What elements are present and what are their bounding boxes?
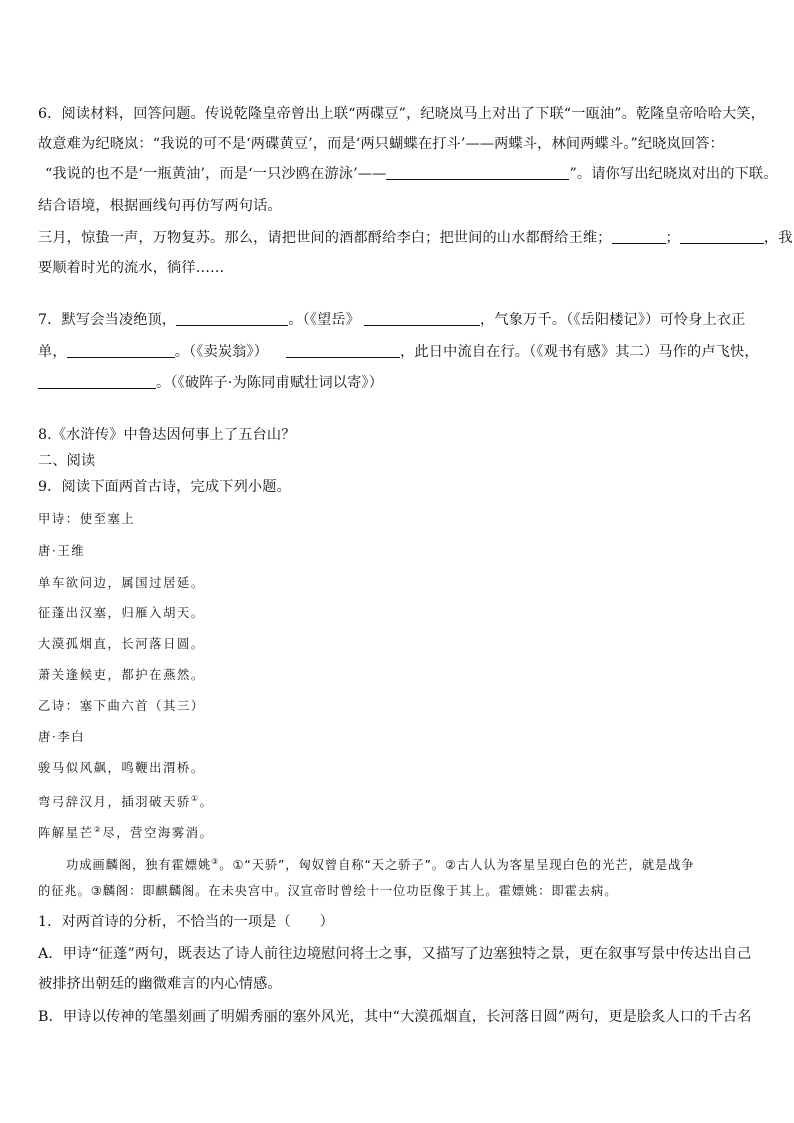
poem2-text: 尽，营空海雾消。 bbox=[102, 826, 214, 841]
q6-line-with-blank bbox=[45, 164, 778, 184]
answer-blank[interactable] bbox=[364, 311, 480, 326]
footnote-mark: ① bbox=[190, 794, 200, 803]
q7-text: 。（《卖炭翁》） bbox=[174, 344, 269, 360]
q6-text: ”。请你写出纪晓岚对出的下联。 bbox=[569, 166, 778, 182]
note-text: 。①“天骄”，匈奴曾自称“天之骄子”。②古人认为客星呈现白色的光芒，就是战争 bbox=[219, 858, 695, 873]
poem1-author: 唐·王维 bbox=[38, 544, 86, 558]
option-a[interactable]: A．甲诗“征蓬”两句，既表达了诗人前往边境慰问将士之事，又描写了边塞独特之景，更在叙事写景中传达出自己 bbox=[38, 946, 752, 962]
q7-text: ，此日中流自在行。（《观书有感》其二）马作的卢飞快， bbox=[400, 344, 759, 360]
answer-blank[interactable] bbox=[38, 374, 156, 389]
q7-text: 。（《破阵子·为陈同甫赋壮词以寄》） bbox=[156, 375, 384, 391]
poem2-line bbox=[38, 820, 758, 843]
poem1-title: 甲诗：使至塞上 bbox=[38, 512, 136, 526]
option-a-cont: 被排挤出朝廷的幽微难言的内心情感。 bbox=[38, 976, 282, 992]
footnote-mark: ③ bbox=[211, 857, 220, 866]
poem2-title: 乙诗：塞下曲六首（其三） bbox=[38, 699, 205, 713]
poem1-line: 征蓬出汉塞，归雁入胡天。 bbox=[38, 606, 205, 620]
poem1-line: 萧关逢候吏，都护在燕然。 bbox=[38, 668, 205, 682]
note-text: 功成画麟阁，独有霍嫖姚 bbox=[66, 858, 212, 873]
poem2-line: 骏马似风飙，鸣鞭出渭桥。 bbox=[38, 761, 205, 775]
q7-line bbox=[38, 373, 758, 393]
poem-note bbox=[66, 852, 758, 875]
q6-text: “我说的也不是‘一瓶黄油’，而是‘一只沙鸥在游泳’—— bbox=[45, 166, 387, 182]
poem2-line: 弯弓辞汉月，插羽破天骄①。 bbox=[38, 794, 214, 810]
q7-line bbox=[38, 310, 758, 330]
q7-text: 单， bbox=[38, 344, 67, 360]
answer-blank[interactable] bbox=[176, 311, 288, 326]
q9-intro: 9．阅读下面两首古诗，完成下列小题。 bbox=[38, 479, 291, 495]
answer-blank[interactable] bbox=[286, 343, 400, 358]
q6-line: 要顺着时光的流水，徜徉…… bbox=[38, 260, 225, 276]
q6-text: 三月，惊蛰一声，万物复苏。那么，请把世间的酒都酹给李白；把世间的山水都酹给王维； bbox=[38, 230, 612, 246]
poem1-line: 单车欲问边，属国过居延。 bbox=[38, 576, 205, 590]
answer-blank[interactable] bbox=[386, 165, 569, 180]
footnote-mark: ② bbox=[93, 825, 103, 834]
poem1-line: 大漠孤烟直，长河落日圆。 bbox=[38, 637, 205, 651]
sub1-stem: 1．对两首诗的分析，不恰当的一项是（ ） bbox=[38, 914, 334, 930]
poem2-author: 唐·李白 bbox=[38, 730, 86, 744]
poem2-text: 阵解星芒 bbox=[38, 826, 94, 841]
option-b[interactable]: B．甲诗以传神的笔墨刻画了明媚秀丽的塞外风光，其中“大漠孤烟直，长河落日圆”两句，更是脍炙人口的千古名 bbox=[38, 1009, 752, 1025]
q6-line: 6．阅读材料，回答问题。传说乾隆皇帝曾出上联“两碟豆”，纪晓岚马上对出了下联“一瓯油”。乾隆皇帝哈哈大笑， bbox=[38, 106, 765, 122]
poem-note: 的征兆。③麟阁：即麒麟阁。在未央宫中。汉宣帝时曾绘十一位功臣像于其上。霍嫖姚：即霍去病。 bbox=[38, 884, 618, 898]
q7-line bbox=[38, 342, 758, 362]
q7-text: ，气象万千。（《岳阳楼记》）可怜身上衣正 bbox=[480, 312, 746, 328]
q8: 8.《水浒传》中鲁达因何事上了五台山？ bbox=[38, 427, 296, 443]
answer-blank[interactable] bbox=[680, 229, 764, 244]
answer-blank[interactable] bbox=[67, 343, 175, 358]
q6-line: 结合语境，根据画线句再仿写两句话。 bbox=[38, 198, 282, 214]
q6-line: 故意难为纪晓岚：“我说的可不是‘两碟黄豆’，而是‘两只蝴蝶在打斗’——两蝶斗，林间两蝶斗。”纪晓岚回答： bbox=[38, 136, 724, 152]
q7-text: 7．默写会当凌绝顶， bbox=[38, 312, 177, 328]
q7-text: 。（《望岳》 bbox=[288, 312, 361, 328]
poem2-text: 弯弓辞汉月，插羽破天骄 bbox=[38, 795, 191, 810]
q6-text: ； bbox=[665, 230, 680, 246]
q6-line-with-blanks bbox=[38, 228, 793, 248]
section-heading: 二、阅读 bbox=[38, 453, 96, 469]
q6-text: ，我 bbox=[763, 230, 793, 246]
answer-blank[interactable] bbox=[612, 229, 666, 244]
